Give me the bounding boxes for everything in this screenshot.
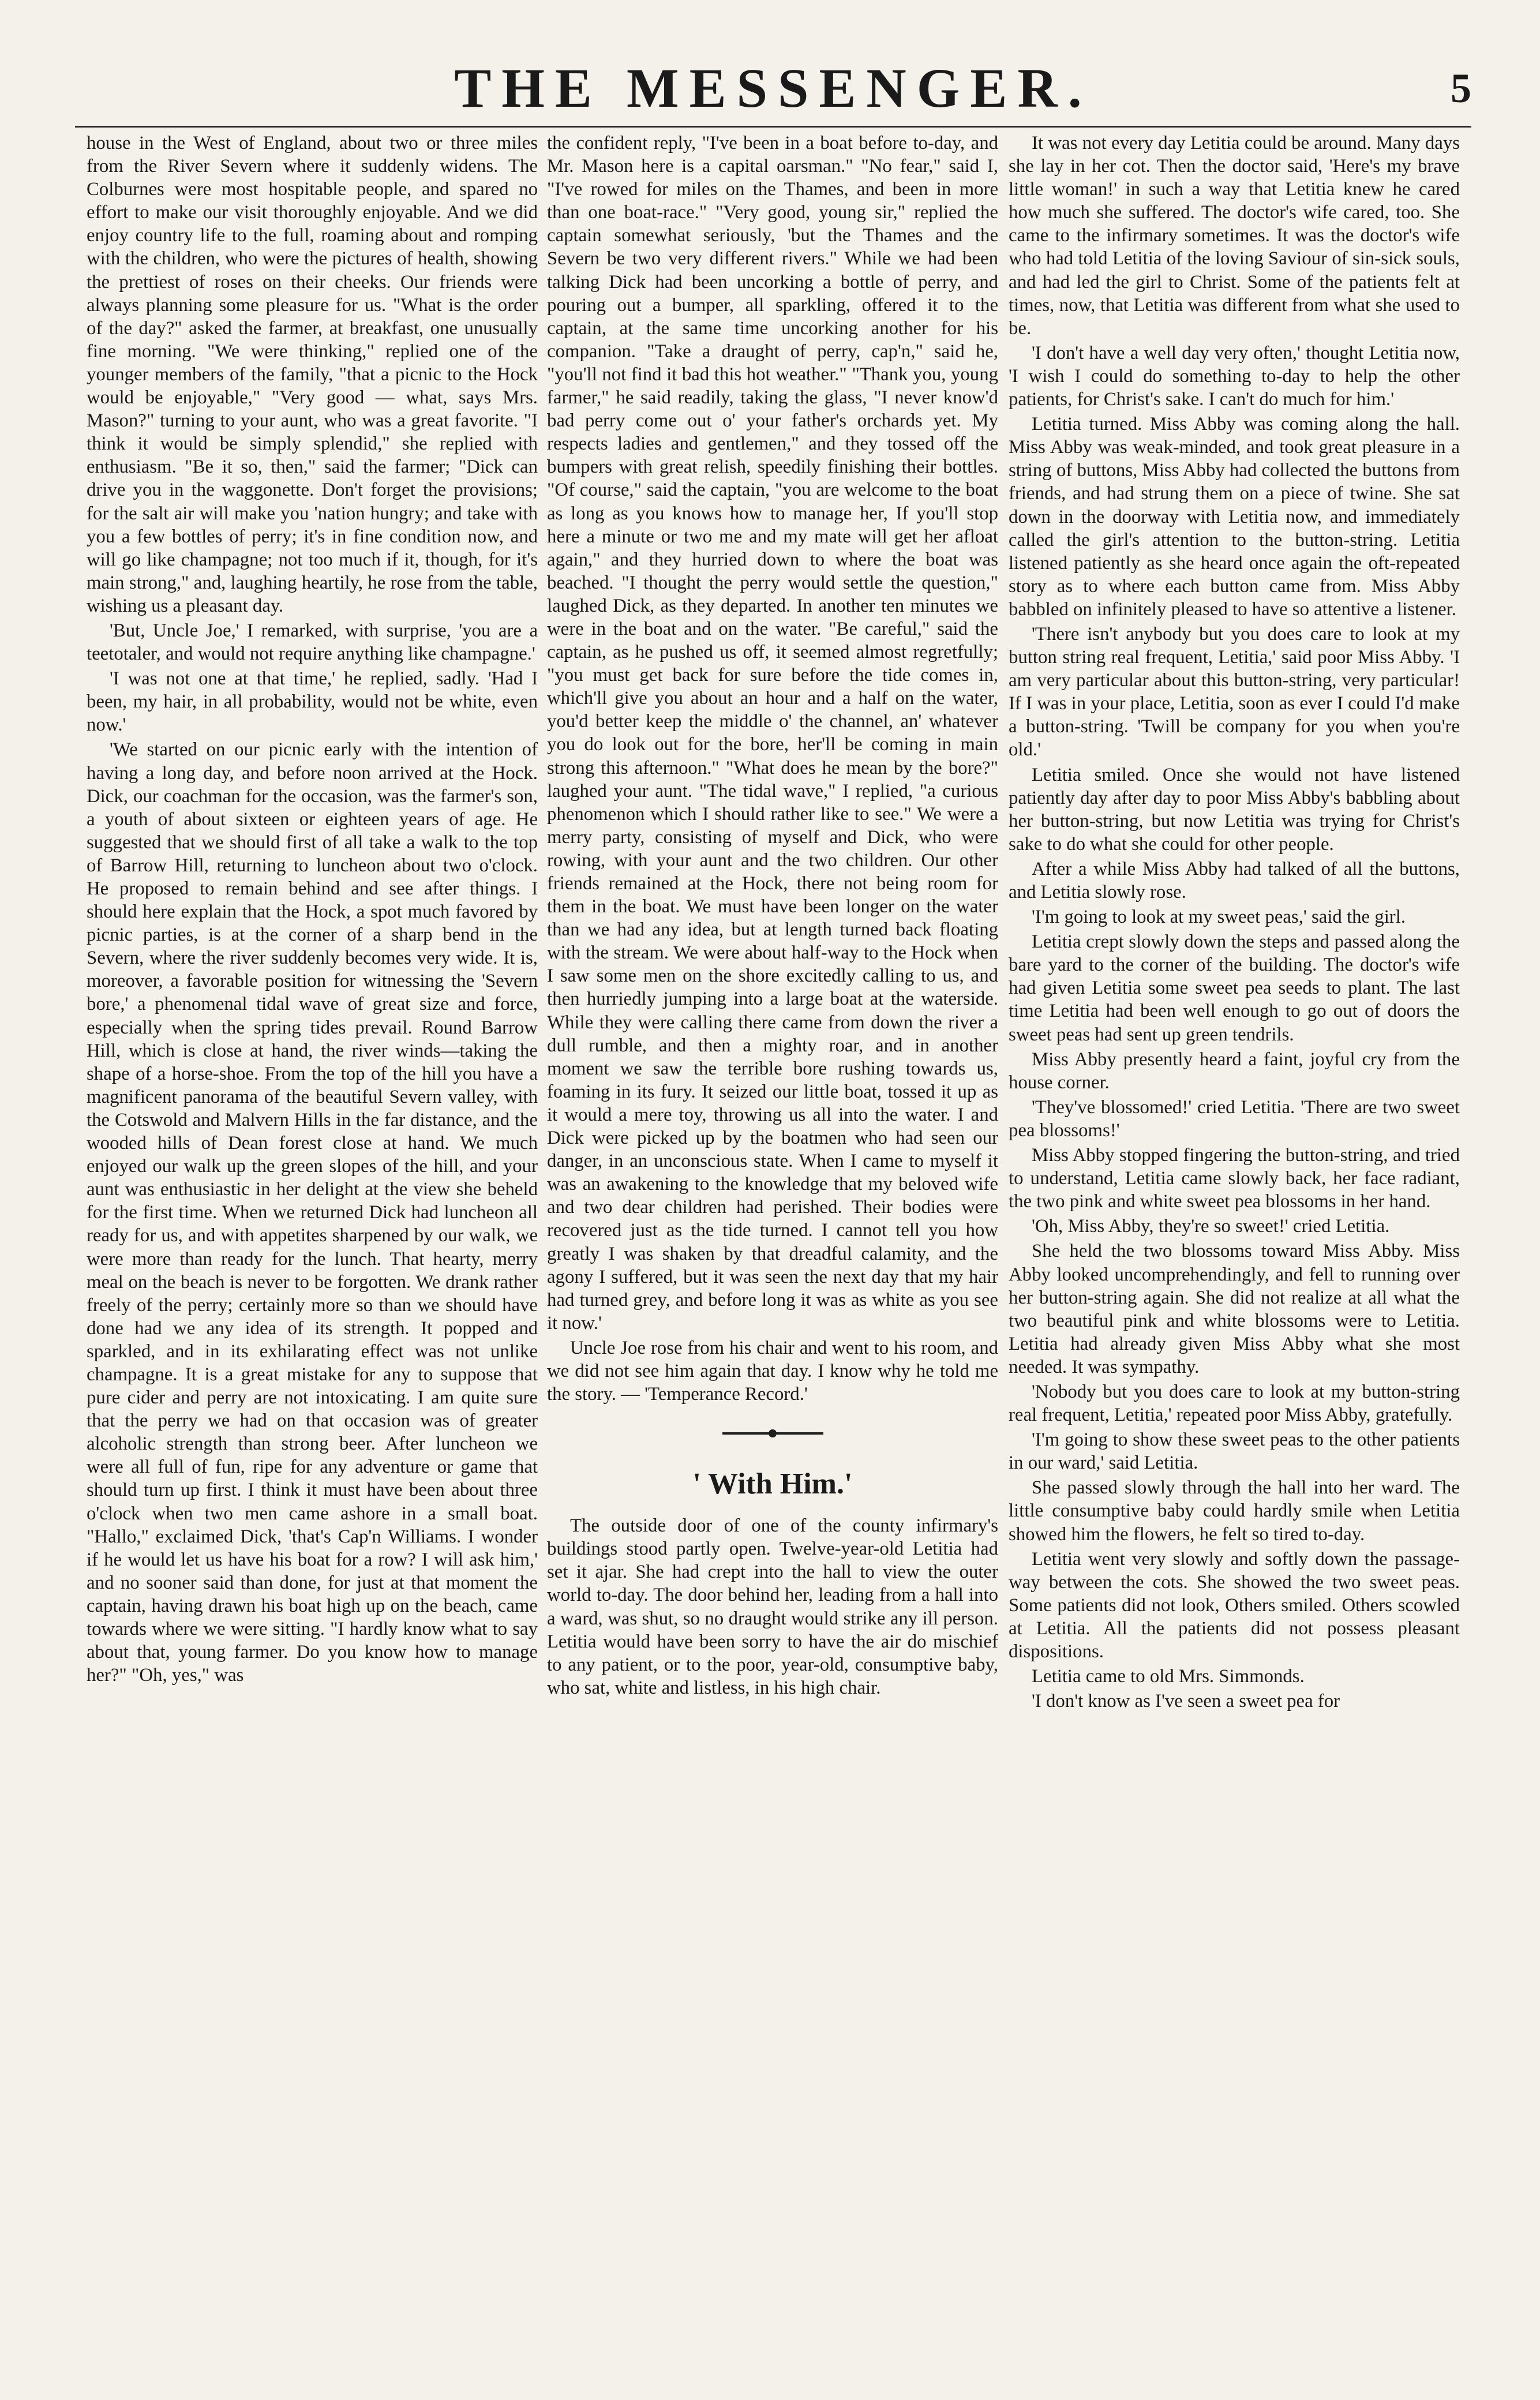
page-number: 5	[1451, 65, 1471, 111]
paragraph: 'We started on our picnic early with the intention of having a long day, and before noon arrived at the Hock. Dick, our coachman for the occasion, was the farmer's son, a youth of about sixteen or eighteen years of age. He suggested that we should first of all take a walk to the top of Barrow Hill, returning to luncheon about two o'clock. He proposed to remain behind and see after things. I should here explain that the Hock, a spot much favored by picnic parties, is at the corner of a sharp bend in the Severn, where the river suddenly becomes very wide. It is, moreover, a favorable position for witnessing the 'Severn bore,' a phenomenal tidal wave of great size and force, especially when the spring tides prevail. Round Barrow Hill, which is close at hand, the river winds—taking the shape of a horse-shoe. From the top of the hill you have a magnificent panorama of the beautiful Severn valley, with the Cotswold and Malvern Hills in the far distance, and the wooded hills of Dean forest close at hand. We much enjoyed our walk up the green slopes of the hill, and your aunt was enthusiastic in her delight at the view she beheld for the first time. When we returned Dick had luncheon all ready for us, and with appetites sharpened by our walk, we were more than ready for the lunch. That hearty, merry meal on the beach is never to be forgotten. We drank rather freely of the perry; certainly more so than we should have done had we any idea of its strength. It popped and sparkled, and in its exhilarating effect was not unlike champagne. It is a great mistake for any to suppose that pure cider and perry are not intoxicating. I am quite sure that the perry we had on that occasion was of greater alcoholic strength than strong beer. After luncheon we were all full of fun, ripe for any adventure or game that should turn up first. I think it must have been about three o'clock when two men came ashore in a small boat. "Hallo," exclaimed Dick, 'that's Cap'n Williams. I wonder if he would let us have his boat for a row? I will ask him,' and no sooner said than done, for just at that moment the captain, having drawn his boat high up on the beach, came towards where we were sitting. "I hardly know what to say about that, young farmer. Do you know how to manage her?" "Oh, yes," was	[87, 739, 538, 1686]
paragraph: 'I'm going to show these sweet peas to the other patients in our ward,' said Letitia.	[1009, 1429, 1460, 1474]
masthead	[75, 57, 1471, 128]
paragraph: Letitia smiled. Once she would not have listened patiently day after day to poor Miss Abby's babbling about her button-string, but now Letitia was trying for Christ's sake to do what she could for other people.	[1009, 764, 1460, 855]
paragraph: 'I don't have a well day very often,' thought Letitia now, 'I wish I could do something to-day to help the other patients, for Christ's sake. I can't do much for him.'	[1009, 342, 1460, 410]
paragraph: 'But, Uncle Joe,' I remarked, with surprise, 'you are a teetotaler, and would not require anything like champagne.'	[87, 620, 538, 665]
paragraph: 'I was not one at that time,' he replied, sadly. 'Had I been, my hair, in all probability, would not be white, even now.'	[87, 668, 538, 736]
paragraph: Miss Abby presently heard a faint, joyful cry from the house corner.	[1009, 1049, 1460, 1093]
paragraph: 'I'm going to look at my sweet peas,' said the girl.	[1032, 907, 1406, 928]
paragraph: 'I don't know as I've seen a sweet pea for	[1032, 1691, 1340, 1712]
paragraph: 'Oh, Miss Abby, they're so sweet!' cried Letitia.	[1032, 1216, 1390, 1237]
article-title: ' With Him.'	[692, 1467, 853, 1501]
paragraph: She held the two blossoms toward Miss Abby. Miss Abby looked uncomprehendingly, and fell to running over her button-string again. She did not realize at all what the two beautiful pink and white blossoms were to Letitia. Letitia had already given Miss Abby what she most needed. It was sympathy.	[1009, 1241, 1460, 1377]
paragraph: 'They've blossomed!' cried Letitia. 'There are two sweet pea blossoms!'	[1009, 1096, 1460, 1141]
paragraph: The outside door of one of the county infirmary's buildings stood partly open. Twelve-year-old Letitia had set it ajar. She had crept into the hall to view the outer world to-day. The door behind her, leading from a hall into a ward, was shut, so no draught would strike any ill person. Letitia would have been sorry to have the air do mischief to any patient, or to the poor, year-old, consumptive baby, who sat, white and listless, in his high chair.	[547, 1515, 998, 1698]
paragraph: She passed slowly through the hall into her ward. The little consumptive baby could hardly smile when Letitia showed him the flowers, he felt so tired to-day.	[1009, 1477, 1460, 1545]
paragraph: Letitia came to old Mrs. Simmonds.	[1032, 1666, 1305, 1687]
paragraph: It was not every day Letitia could be around. Many days she lay in her cot. Then the doctor said, 'Here's my brave little woman!' in such a way that Letitia knew he cared how much she suffered. The doctor's wife cared, too. She came to the infirmary sometimes. It was the doctor's wife who had told Letitia of the loving Saviour of sin-sick souls, and had led the girl to Christ. Some of the patients felt at times, now, that Letitia was different from what she used to be.	[1009, 133, 1460, 339]
newspaper-title: THE MESSENGER.	[454, 57, 1092, 119]
column-3	[1009, 132, 1460, 1713]
paragraph: After a while Miss Abby had talked of all the buttons, and Letitia slowly rose.	[1009, 858, 1460, 903]
divider-ornament	[769, 1429, 777, 1437]
paragraph: 'There isn't anybody but you does care to look at my button string real frequent, Letitia,' said poor Miss Abby. 'I am very particular about this button-string, very particular! If I was in your place, Letitia, soon as ever I could I'd make a button-string. 'Twill be company for you when you're old.'	[1009, 623, 1460, 761]
paragraph: 'Nobody but you does care to look at my button-string real frequent, Letitia,' repeated poor Miss Abby, gratefully.	[1009, 1381, 1460, 1426]
paragraph: Letitia crept slowly down the steps and passed along the bare yard to the corner of the building. The doctor's wife had given Letitia some sweet pea seeds to plant. The last time Letitia had been well enough to go out of doors the sweet peas had sent up green tendrils.	[1009, 931, 1460, 1045]
section-divider	[722, 1432, 823, 1435]
paragraph: Letitia turned. Miss Abby was coming along the hall. Miss Abby was weak-minded, and took great pleasure in a string of buttons, Miss Abby had collected the buttons from friends, and had strung them on a piece of twine. She sat down in the doorway with Letitia now, and immediately called the girl's attention to the button-string. Letitia listened patiently as she heard once again the oft-repeated story as to where each button came from. Miss Abby babbled on infinitely pleased to have so attentive a listener.	[1009, 414, 1460, 620]
paragraph: the confident reply, "I've been in a boat before to-day, and Mr. Mason here is a capital oarsman." "No fear," said I, "I've rowed for miles on the Thames, and been in more than one boat-race." "Very good, young sir," replied the captain somewhat seriously, 'but the Thames and the Severn be two very different rivers." While we had been talking Dick had been uncorking a bottle of perry, and pouring out a bumper, all sparkling, offered it to the captain, at the same time uncorking another for his companion. "Take a draught of perry, cap'n," said he, "you'll not find it bad this hot weather." "Thank you, young farmer," he said readily, taking the glass, "I never know'd bad perry come out o' your father's orchards yet. My respects ladies and gentlemen," and they tossed off the bumpers with great relish, speedily finishing their bottles. "Of course," said the captain, "you are welcome to the boat as long as you knows how to manage her, If you'll stop here a minute or two me and my mate will get her afloat again," and they hurried down to where the boat was beached. "I thought the perry would settle the question," laughed Dick, as they departed. In another ten minutes we were in the boat and on the water. "Be careful," said the captain, as he pushed us off, it seemed almost regretfully; "you must get back for sure before the tide comes in, which'll give you about an hour and a half on the water, you'd better keep the middle o' the channel, an' whatever you do look out for the bore, her'll be coming in main strong this afternoon." "What does he mean by the bore?" laughed your aunt. "The tidal wave," I replied, "a curious phenomenon which I should rather like to see." We were a merry party, consisting of myself and Dick, who were rowing, with your aunt and the two children. Our other friends remained at the Hock, there not being room for them in the boat. We must have been longer on the water than we had any idea, but at length turned back floating with the stream. We were about half-way to the Hock when I saw some men on the shore excitedly calling to us, and then hurriedly jumping into a large boat at the waterside. While they were calling there came from down the river a dull rumble, and then a mighty roar, and in another moment we saw the terrible bore rushing towards us, foaming in its fury. It seized our little boat, tossed it up as it would a mere toy, throwing us all into the water. I and Dick were picked up by the boatmen who had seen our danger, in an unconscious state. When I came to myself it was an awakening to the knowledge that my beloved wife and two dear children had perished. Their bodies were recovered just as the tide turned. I cannot tell you how greatly I was shaken by that dreadful calamity, and the agony I suffered, but it was seen the next day that my hair had turned grey, and before long it was as white as you see it now.'	[547, 133, 998, 1334]
paragraph: Miss Abby stopped fingering the button-string, and tried to understand, Letitia came slowly back, her face radiant, the two pink and white sweet pea blossoms in her hand.	[1009, 1145, 1460, 1212]
column-2	[547, 132, 998, 1699]
column-1	[87, 132, 538, 1687]
paragraph: Uncle Joe rose from his chair and went to his room, and we did not see him again that day. I know why he told me the story. — 'Temperance Record.'	[547, 1337, 998, 1405]
paragraph: house in the West of England, about two or three miles from the River Severn where it suddenly widens. The Colburnes were most hospitable people, and spared no effort to make our visit thoroughly enjoyable. And we did enjoy country life to the full, roaming about and romping with the children, who were the pictures of health, showing the prettiest of roses on their cheeks. Our friends were always planning some pleasure for us. "What is the order of the day?" asked the farmer, at breakfast, one unusually fine morning. "We were thinking," replied one of the younger members of the family, "that a picnic to the Hock would be enjoyable," "Very good — what, says Mrs. Mason?" turning to your aunt, who was a great favorite. "I think it would be simply splendid," she replied with enthusiasm. "Be it so, then," said the farmer; "Dick can drive you in the waggonette. Don't forget the provisions; for the salt air will make you 'nation hungry; and take with you a few bottles of perry; it's in fine condition now, and will go like champagne; not too much if it, though, for it's main strong," and, laughing heartily, he rose from the table, wishing us a pleasant day.	[87, 133, 538, 616]
paragraph: Letitia went very slowly and softly down the passage-way between the cots. She showed the two sweet peas. Some patients did not look, Others smiled. Others scowled at Letitia. All the patients did not possess pleasant dispositions.	[1009, 1548, 1460, 1662]
